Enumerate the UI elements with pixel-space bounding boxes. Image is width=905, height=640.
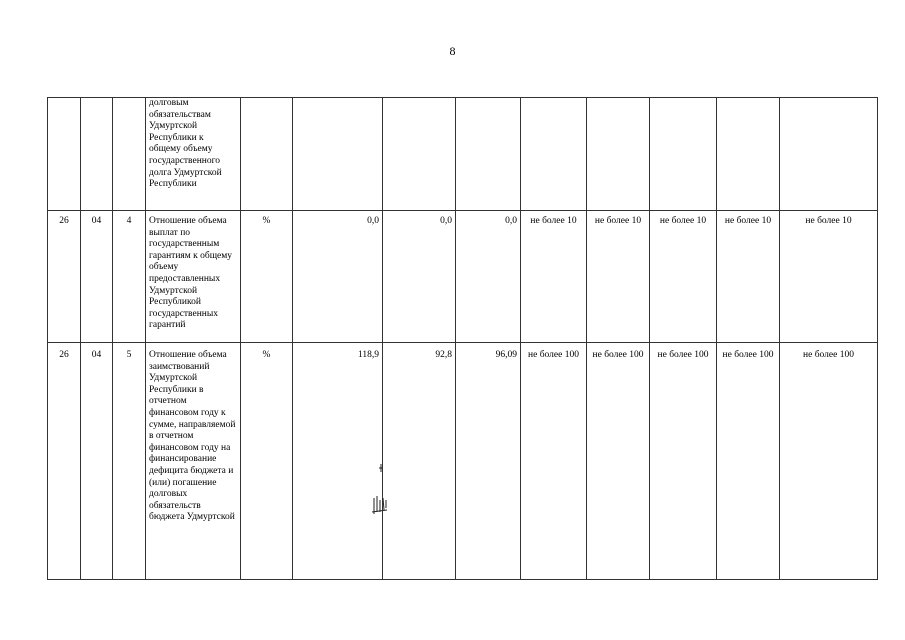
value-1-cell: 0,0 bbox=[293, 211, 383, 343]
unit-cell bbox=[241, 98, 293, 211]
target-4-cell: не более 100 bbox=[717, 343, 780, 580]
target-2-cell: не более 100 bbox=[587, 343, 650, 580]
value-3-cell: 96,09 bbox=[456, 343, 521, 580]
target-5-cell: не более 100 bbox=[780, 343, 878, 580]
code-3-cell bbox=[113, 98, 146, 211]
unit-cell: % bbox=[241, 343, 293, 580]
target-2-cell bbox=[587, 98, 650, 211]
code-1-cell bbox=[48, 98, 81, 211]
value-3-cell bbox=[456, 98, 521, 211]
page-number: 8 bbox=[449, 44, 456, 58]
code-3-cell: 5 bbox=[113, 343, 146, 580]
target-5-cell bbox=[780, 98, 878, 211]
value-2-cell bbox=[383, 98, 456, 211]
target-3-cell: не более 100 bbox=[650, 343, 717, 580]
indicator-name-cell: долговым обязательствам Удмуртской Республики к общему объему государственного долга Удмуртской Республики bbox=[146, 98, 241, 211]
unit-cell: % bbox=[241, 211, 293, 343]
code-2-cell bbox=[81, 98, 113, 211]
indicator-name-cell: Отношение объема заимствований Удмуртской Республики в отчетном финансовом году к сумме, направляемой в отчетном финансовом году на финансирование дефицита бюджета и (или) погашение долговых обязательств бюджета Удмуртской bbox=[146, 343, 241, 580]
indicator-name-cell: Отношение объема выплат по государственным гарантиям к общему объему предоставленных Удмуртской Республикой государственных гарантий bbox=[146, 211, 241, 343]
value-2-cell: 0,0 bbox=[383, 211, 456, 343]
value-2-cell: 92,8 bbox=[383, 343, 456, 580]
table-row bbox=[48, 343, 878, 580]
target-2-cell: не более 10 bbox=[587, 211, 650, 343]
target-1-cell: не более 10 bbox=[521, 211, 587, 343]
code-2-cell: 04 bbox=[81, 211, 113, 343]
target-4-cell: не более 10 bbox=[717, 211, 780, 343]
target-3-cell: не более 10 bbox=[650, 211, 717, 343]
code-1-cell: 26 bbox=[48, 211, 81, 343]
code-3-cell: 4 bbox=[113, 211, 146, 343]
table-row bbox=[48, 211, 878, 343]
code-1-cell: 26 bbox=[48, 343, 81, 580]
code-2-cell: 04 bbox=[81, 343, 113, 580]
target-1-cell: не более 100 bbox=[521, 343, 587, 580]
indicators-table bbox=[47, 97, 878, 580]
target-1-cell bbox=[521, 98, 587, 211]
target-4-cell bbox=[717, 98, 780, 211]
table-row bbox=[48, 98, 878, 211]
value-1-cell bbox=[293, 98, 383, 211]
scan-mark bbox=[368, 462, 390, 520]
target-5-cell: не более 10 bbox=[780, 211, 878, 343]
target-3-cell bbox=[650, 98, 717, 211]
value-3-cell: 0,0 bbox=[456, 211, 521, 343]
value-1-cell: 118,9 bbox=[293, 343, 383, 580]
